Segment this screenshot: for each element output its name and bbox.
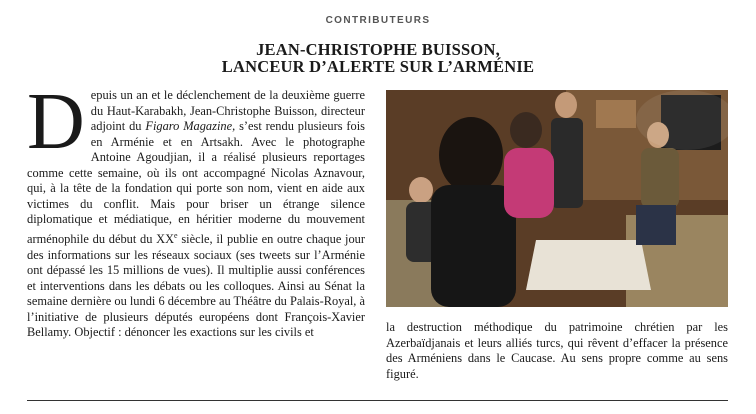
- child-head: [510, 112, 542, 148]
- child-dress: [504, 148, 554, 218]
- magazine-name: Figaro Magazine,: [145, 119, 236, 134]
- woman-body: [551, 118, 583, 208]
- photo-illustration: [386, 90, 728, 307]
- article-photo: [386, 90, 728, 307]
- woman-head: [555, 92, 577, 118]
- body-text-2: s’est rendu plusieurs fois en Arménie et en Artsakh. Avec le photographe Antoine Agoudjian, il a réalisé plusieurs reportages comme cette semaine, où ils ont accompagné Nicolas Aznavour, qui, à la tête de la fondation qui porte son nom, vient en aide aux victimes du conflit. Mais pour briser un étrange silence diplomatique et médiatique, en héritier moderne du mouvement arménophile du début du XX: [27, 119, 365, 247]
- body-text-1: epuis un an et le déclenchement de la deuxième guerre du Haut-Karabakh, Jean-Christophe Buisson, directeur adjoint du: [90, 88, 365, 134]
- boy-head: [409, 177, 433, 203]
- article-body-right-column: [386, 320, 728, 382]
- article-body-left-column: [27, 78, 365, 341]
- article-paragraph: [27, 78, 365, 341]
- article-paragraph-continued: la destruction méthodique du patrimoine chrétien par les Azerbaïdjanais et leurs alliés turcs, qui rêvent d’effacer la présence des Arméniens dans le Caucase. Au sens propre comme au sens figuré.: [386, 320, 728, 381]
- body-text-3: siècle, il publie en outre chaque jour des informations sur les réseaux sociaux (ses tweets sur l’Arménie ont dépassé les 15 millions de vues). Il multiplie aussi conférences et interventions dans les débats ou les colloques. Ainsi au Sénat la semaine dernière ou lundi 6 décembre au Théâtre du Palais-Royal, à l’initiative de plusieurs députés européens dont François-Xavier Bellamy. Objectif : dénoncer les exactions sur les civils et: [27, 232, 365, 340]
- section-label: CONTRIBUTEURS: [325, 15, 431, 26]
- man-body: [641, 148, 679, 208]
- foreground-woman-head: [439, 117, 503, 193]
- picture-frame: [596, 100, 636, 128]
- drop-cap: D: [27, 78, 85, 166]
- table-cloth: [526, 240, 651, 290]
- foreground-woman-body: [431, 185, 516, 307]
- man-legs: [636, 205, 676, 245]
- bottom-rule: [27, 400, 728, 401]
- article-headline: [0, 41, 756, 75]
- headline-line-2: LANCEUR D’ALERTE SUR L’ARMÉNIE: [221, 57, 535, 76]
- headline-line-1: JEAN-CHRISTOPHE BUISSON,: [256, 40, 500, 59]
- century-superscript: e: [174, 230, 178, 240]
